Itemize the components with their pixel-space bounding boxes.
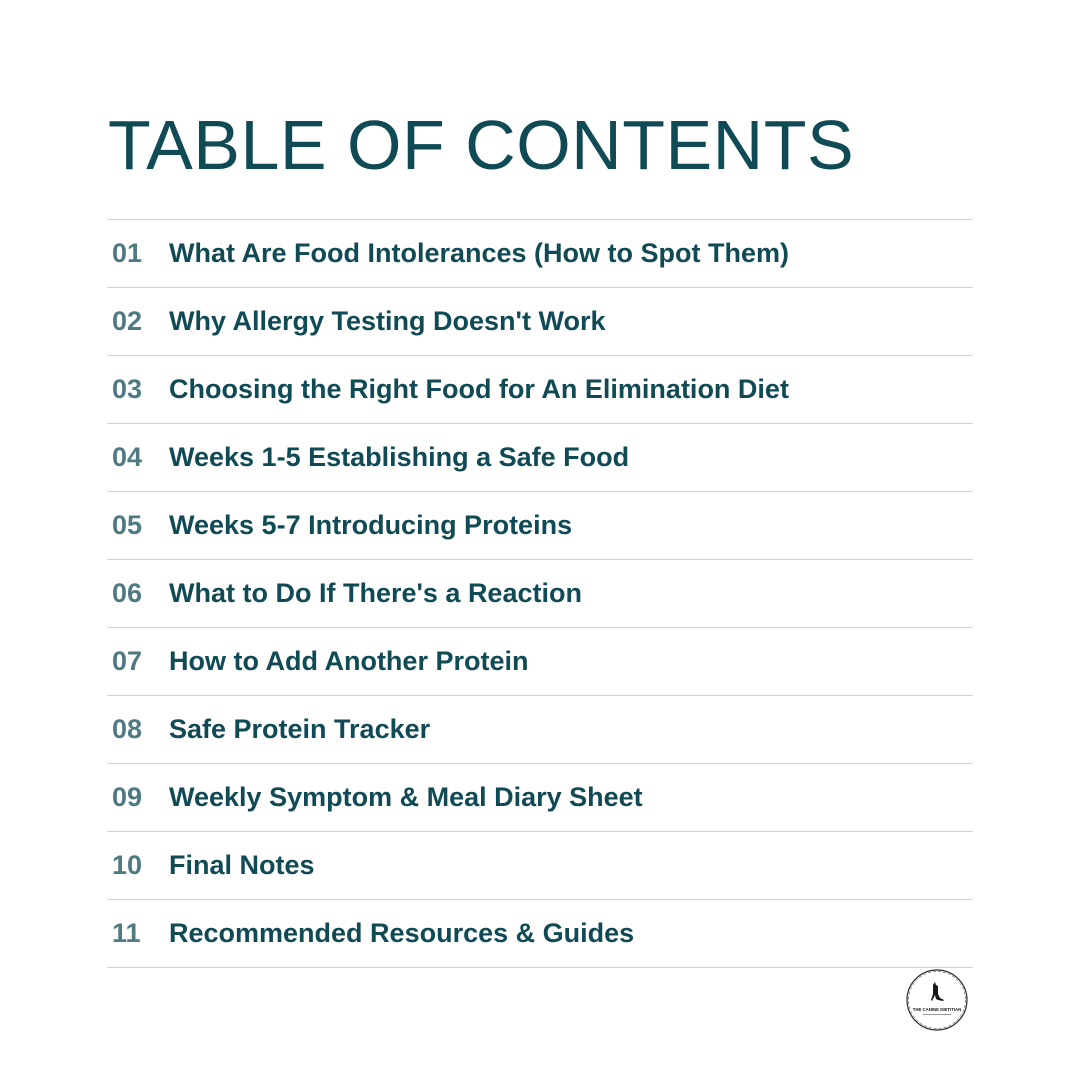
toc-number: 02 [112,306,143,336]
toc-item-01[interactable] [107,220,973,288]
toc-label: Why Allergy Testing Doesn't Work [169,306,606,336]
brand-logo-mark [905,968,969,1032]
toc-item-02[interactable] [107,288,973,356]
logo-text: THE CANINE DIETITIAN [912,1007,962,1012]
page-title: TABLE OF CONTENTS [108,106,855,184]
toc-number: 03 [112,374,143,404]
toc-item-11[interactable] [107,900,973,968]
toc-number: 04 [112,442,143,472]
toc-number: 08 [112,714,143,744]
toc-label: What Are Food Intolerances (How to Spot Them) [169,238,789,268]
table-of-contents [107,219,973,968]
toc-label: Weeks 1-5 Establishing a Safe Food [169,442,630,472]
toc-number: 06 [112,578,143,608]
toc-number: 01 [112,238,143,268]
toc-label: Weeks 5-7 Introducing Proteins [169,510,573,540]
toc-label: How to Add Another Protein [169,646,529,676]
toc-item-04[interactable] [107,424,973,492]
toc-label: Safe Protein Tracker [169,714,431,744]
toc-item-10[interactable] [107,832,973,900]
toc-item-05[interactable] [107,492,973,560]
toc-item-07[interactable] [107,628,973,696]
toc-number: 11 [112,918,141,948]
toc-label: Final Notes [169,850,315,880]
toc-label: Choosing the Right Food for An Elimination Diet [169,374,789,404]
toc-label: Weekly Symptom & Meal Diary Sheet [169,782,643,812]
toc-number: 09 [112,782,143,812]
toc-item-06[interactable] [107,560,973,628]
toc-item-09[interactable] [107,764,973,832]
toc-label: What to Do If There's a Reaction [169,578,582,608]
toc-number: 05 [112,510,143,540]
logo-circle-outer [907,970,967,1030]
toc-number: 10 [112,850,143,880]
toc-label: Recommended Resources & Guides [169,918,635,948]
toc-item-08[interactable] [107,696,973,764]
toc-number: 07 [112,646,143,676]
toc-item-03[interactable] [107,356,973,424]
brand-logo [905,968,969,1032]
